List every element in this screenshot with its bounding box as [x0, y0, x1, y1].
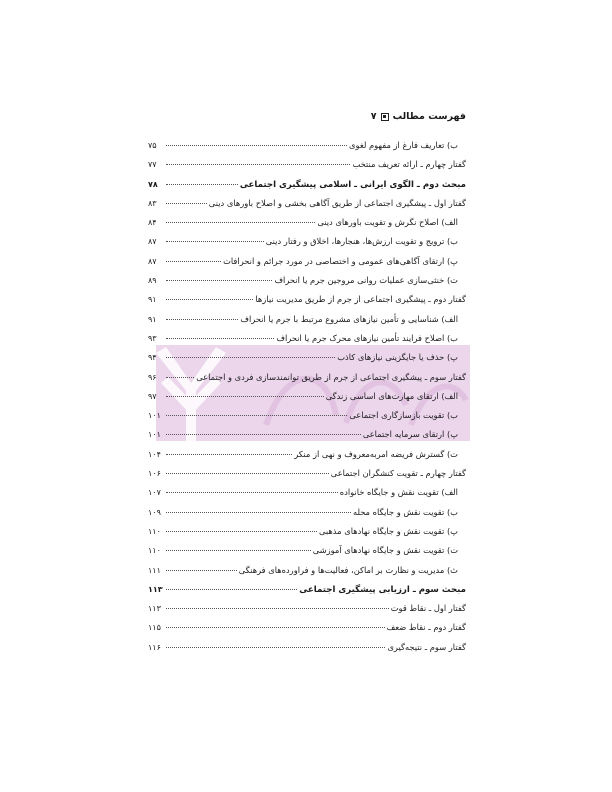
dot-leader — [166, 434, 361, 435]
toc-entry-page-number: ۱۱۵ — [148, 623, 161, 633]
toc-entry-title: پ) حذف یا جایگزینی نیازهای کاذب — [337, 352, 458, 363]
header-page-number: ۷ — [370, 111, 377, 122]
dot-leader — [166, 299, 253, 300]
dot-leader — [166, 377, 194, 378]
toc-entry[interactable] — [148, 561, 466, 580]
toc-entry-page-number: ۱۰۴ — [148, 449, 161, 459]
toc-entry[interactable] — [148, 425, 466, 444]
toc-entry-page-number: ۷۸ — [148, 179, 158, 189]
dot-leader — [166, 145, 347, 146]
toc-entry-title: گفتار سوم ـ نتیجه‌گیری — [387, 641, 466, 652]
toc-entry[interactable] — [148, 368, 466, 387]
toc-entry-page-number: ۱۱۰ — [148, 526, 161, 536]
toc-section-heading[interactable] — [148, 580, 466, 599]
toc-entry[interactable] — [148, 194, 466, 213]
toc-entry-title: الف) ارتقای مهارت‌های اساسی زندگی — [325, 390, 458, 401]
toc-entry-title: ب) تقویت بازسازگاری اجتماعی — [349, 410, 458, 421]
toc-entry-title: ب) تعاریف فارغ از مفهوم لغوی — [349, 140, 458, 150]
toc-entry-title: ت) تقویت نقش و جایگاه نهادهای آموزشی — [312, 545, 458, 556]
toc-entry-title: گفتار چهارم ـ تقویت کنشگران اجتماعی — [330, 468, 466, 479]
toc-entry-title: گفتار سوم ـ پیشگیری اجتماعی از جرم از طریق توانمندسازی فردی و اجتماعی — [196, 371, 466, 382]
toc-entry-title: پ) تقویت نقش و جایگاه نهادهای مذهبی — [319, 525, 458, 536]
dot-leader — [166, 203, 207, 204]
toc-entry[interactable] — [148, 310, 466, 329]
square-bullet-icon — [381, 113, 389, 121]
dot-leader — [166, 396, 324, 397]
toc-entry[interactable] — [148, 290, 466, 309]
toc-entry-title: ت) خنثی‌سازی عملیات روانی مروجین جرم یا انحراف — [274, 275, 458, 286]
toc-entry-page-number: ۱۰۹ — [148, 507, 161, 517]
table-of-contents — [148, 136, 466, 657]
toc-entry[interactable] — [148, 503, 466, 522]
toc-entry-page-number: ۹۳ — [148, 333, 157, 343]
toc-entry-title: ب) تقویت نقش و جایگاه محله — [353, 506, 458, 517]
dot-leader — [166, 492, 338, 493]
dot-leader — [166, 608, 389, 609]
dot-leader — [166, 222, 315, 223]
toc-entry[interactable] — [148, 464, 466, 483]
toc-section-heading[interactable] — [148, 175, 466, 194]
toc-entry-title: پ) ارتقای آگاهی‌های عمومی و اختصاصی در مورد جرائم و انحرافات — [223, 255, 458, 266]
toc-entry-title: الف) تقویت نقش و جایگاه خانواده — [339, 487, 458, 498]
toc-entry-title: گفتار چهارم ـ ارائه تعریف منتخب — [352, 159, 466, 170]
toc-entry-page-number: ۱۱۳ — [148, 604, 161, 614]
dot-leader — [166, 184, 238, 185]
toc-entry[interactable] — [148, 155, 466, 174]
dot-leader — [166, 415, 347, 416]
header-title: فهرست مطالب — [392, 111, 466, 122]
toc-entry-page-number: ۹۶ — [148, 372, 157, 382]
toc-entry-title: گفتار اول ـ نقاط قوت — [390, 603, 466, 614]
dot-leader — [166, 280, 272, 281]
toc-entry-title: ب) اصلاح فرایند تأمین نیازهای محرک جرم یا انحراف — [276, 332, 458, 343]
toc-entry[interactable] — [148, 618, 466, 637]
toc-entry-page-number: ۹۱ — [148, 295, 157, 305]
toc-entry-title: الف) اصلاح نگرش و تقویت باورهای دینی — [317, 217, 458, 228]
dot-leader — [166, 473, 329, 474]
toc-entry-page-number: ۱۱۰ — [148, 546, 161, 556]
toc-entry-page-number: ۷۷ — [148, 160, 157, 170]
toc-entry-title: ث) مدیریت و نظارت بر اماکن، فعالیت‌ها و فراورده‌های فرهنگی — [238, 564, 458, 575]
toc-entry-page-number: ۱۰۱ — [148, 430, 161, 440]
toc-entry-page-number: ۱۰۱ — [148, 411, 161, 421]
toc-entry-page-number: ۸۴ — [148, 218, 157, 228]
toc-entry-page-number: ۱۱۶ — [148, 642, 161, 652]
toc-entry[interactable] — [148, 252, 466, 271]
toc-entry-page-number: ۸۳ — [148, 198, 157, 208]
toc-entry[interactable] — [148, 541, 466, 560]
toc-entry[interactable] — [148, 329, 466, 348]
toc-entry-page-number: ۱۱۱ — [148, 565, 161, 575]
toc-entry-page-number: ۱۰۷ — [148, 488, 161, 498]
dot-leader — [166, 261, 221, 262]
toc-entry-title: ب) ترویج و تقویت ارزش‌ها، هنجارها، اخلاق و رفتار دینی — [265, 236, 458, 247]
toc-entry[interactable] — [148, 522, 466, 541]
toc-entry[interactable] — [148, 213, 466, 232]
toc-entry-page-number: ۸۹ — [148, 276, 157, 286]
dot-leader — [166, 319, 238, 320]
dot-leader — [166, 550, 311, 551]
dot-leader — [166, 531, 317, 532]
toc-entry-title: مبحث سوم ـ ارزیابی پیشگیری اجتماعی — [299, 584, 466, 595]
toc-entry-title: گفتار اول ـ پیشگیری اجتماعی از طریق آگاهی بخشی و اصلاح باورهای دینی — [208, 197, 466, 208]
toc-entry-title: الف) شناسایی و تأمین نیازهای مشروع مرتبط با جرم یا انحراف — [240, 313, 458, 324]
dot-leader — [166, 647, 385, 648]
toc-entry-page-number: ۹۷ — [148, 391, 157, 401]
toc-entry[interactable] — [148, 271, 466, 290]
toc-entry[interactable] — [148, 445, 466, 464]
toc-entry[interactable] — [148, 387, 466, 406]
dot-leader — [166, 589, 297, 590]
toc-entry-page-number: ۷۵ — [148, 141, 157, 150]
toc-entry-title: گفتار دوم ـ پیشگیری اجتماعی از جرم از طریق مدیریت نیازها — [255, 294, 466, 305]
dot-leader — [166, 570, 237, 571]
toc-entry-page-number: ۸۷ — [148, 256, 157, 266]
toc-entry[interactable] — [148, 638, 466, 657]
dot-leader — [166, 454, 292, 455]
dot-leader — [166, 241, 264, 242]
running-header — [148, 111, 466, 122]
toc-entry-title: ت) گسترش فریضه امربه‌معروف و نهی از منکر — [294, 448, 458, 459]
toc-entry-page-number: ۹۴ — [148, 353, 157, 363]
dot-leader — [166, 338, 274, 339]
toc-entry-page-number: ۹۱ — [148, 314, 157, 324]
toc-entry[interactable] — [148, 406, 466, 425]
toc-entry[interactable] — [148, 136, 466, 155]
dot-leader — [166, 512, 351, 513]
toc-entry-title: مبحث دوم ـ الگوی ایرانی ـ اسلامی پیشگیری اجتماعی — [239, 179, 466, 190]
toc-entry-page-number: ۱۱۳ — [148, 584, 163, 594]
toc-entry[interactable] — [148, 232, 466, 251]
toc-entry[interactable] — [148, 599, 466, 618]
toc-entry[interactable] — [148, 348, 466, 367]
dot-leader — [166, 164, 350, 165]
toc-entry-title: گفتار دوم ـ نقاط ضعف — [386, 622, 466, 633]
toc-entry-page-number: ۱۰۶ — [148, 469, 161, 479]
toc-entry[interactable] — [148, 483, 466, 502]
toc-entry-page-number: ۸۷ — [148, 237, 157, 247]
dot-leader — [166, 627, 385, 628]
dot-leader — [166, 357, 335, 358]
toc-entry-title: پ) ارتقای سرمایه اجتماعی — [362, 429, 458, 440]
